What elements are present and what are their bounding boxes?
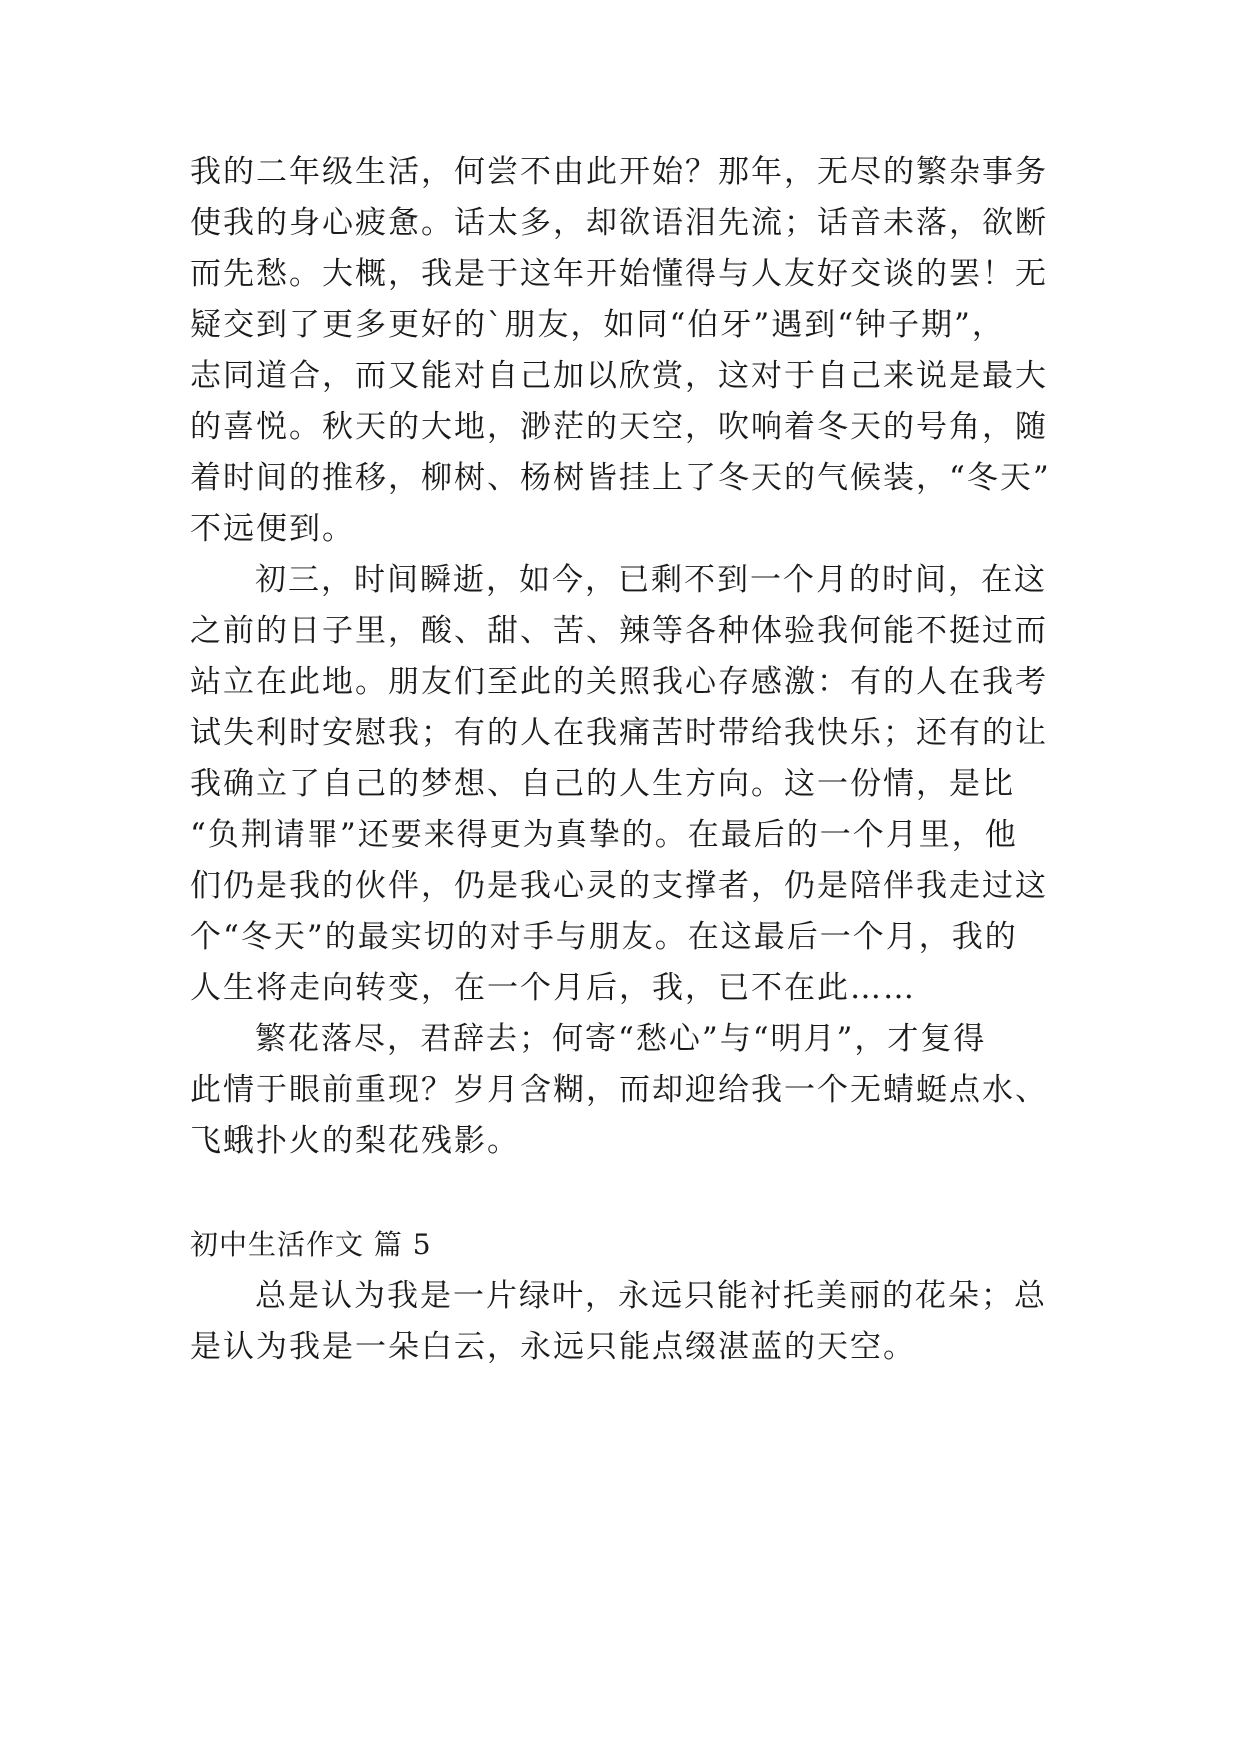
paragraph-line: 而先愁。大概，我是于这年开始懂得与人友好交谈的罢！无 <box>190 256 1048 292</box>
paragraph-line: 疑交到了更多更好的`朋友，如同“伯牙”遇到“钟子期”， <box>190 307 1005 343</box>
paragraph-first-line: 初三，时间瞬逝，如今，已剩不到一个月的时间，在这 <box>255 562 1047 598</box>
paragraph-line: 试失利时安慰我；有的人在我痛苦时带给我快乐；还有的让 <box>190 715 1048 751</box>
paragraph-line: 我确立了自己的梦想、自己的人生方向。这一份情，是比 <box>190 766 1015 802</box>
paragraph-line: 们仍是我的伙伴，仍是我心灵的支撑者，仍是陪伴我走过这 <box>190 868 1048 904</box>
paragraph-first-line: 繁花落尽，君辞去；何寄“愁心”与“明月”，才复得 <box>255 1021 987 1057</box>
paragraph-line: 志同道合，而又能对自己加以欣赏，这对于自己来说是最大 <box>190 358 1048 394</box>
paragraph-line: 我的二年级生活，何尝不由此开始？那年，无尽的繁杂事务 <box>190 154 1048 190</box>
paragraph-line: 人生将走向转变，在一个月后，我，已不在此…… <box>190 970 916 1006</box>
paragraph-line: “负荆请罪”还要来得更为真挚的。在最后的一个月里，他 <box>190 817 1018 853</box>
paragraph-line: 着时间的推移，柳树、杨树皆挂上了冬天的气候装，“冬天” <box>190 460 1051 496</box>
paragraph-line: 是认为我是一朵白云，永远只能点缀湛蓝的天空。 <box>190 1329 916 1365</box>
paragraph-line: 不远便到。 <box>190 511 355 547</box>
section-heading: 初中生活作文 篇 5 <box>190 1228 432 1261</box>
paragraph-line: 个“冬天”的最实切的对手与朋友。在这最后一个月，我的 <box>190 919 1018 955</box>
paragraph-line: 此情于眼前重现？岁月含糊，而却迎给我一个无蜻蜓点水、 <box>190 1072 1048 1108</box>
paragraph-line: 飞蛾扑火的梨花残影。 <box>190 1123 520 1159</box>
paragraph-line: 站立在此地。朋友们至此的关照我心存感激：有的人在我考 <box>190 664 1048 700</box>
paragraph-line: 之前的日子里，酸、甜、苦、辣等各种体验我何能不挺过而 <box>190 613 1048 649</box>
paragraph-line: 使我的身心疲惫。话太多，却欲语泪先流；话音未落，欲断 <box>190 205 1048 241</box>
paragraph-line: 的喜悦。秋天的大地，渺茫的天空，吹响着冬天的号角，随 <box>190 409 1048 445</box>
paragraph-first-line: 总是认为我是一片绿叶，永远只能衬托美丽的花朵；总 <box>255 1278 1047 1314</box>
